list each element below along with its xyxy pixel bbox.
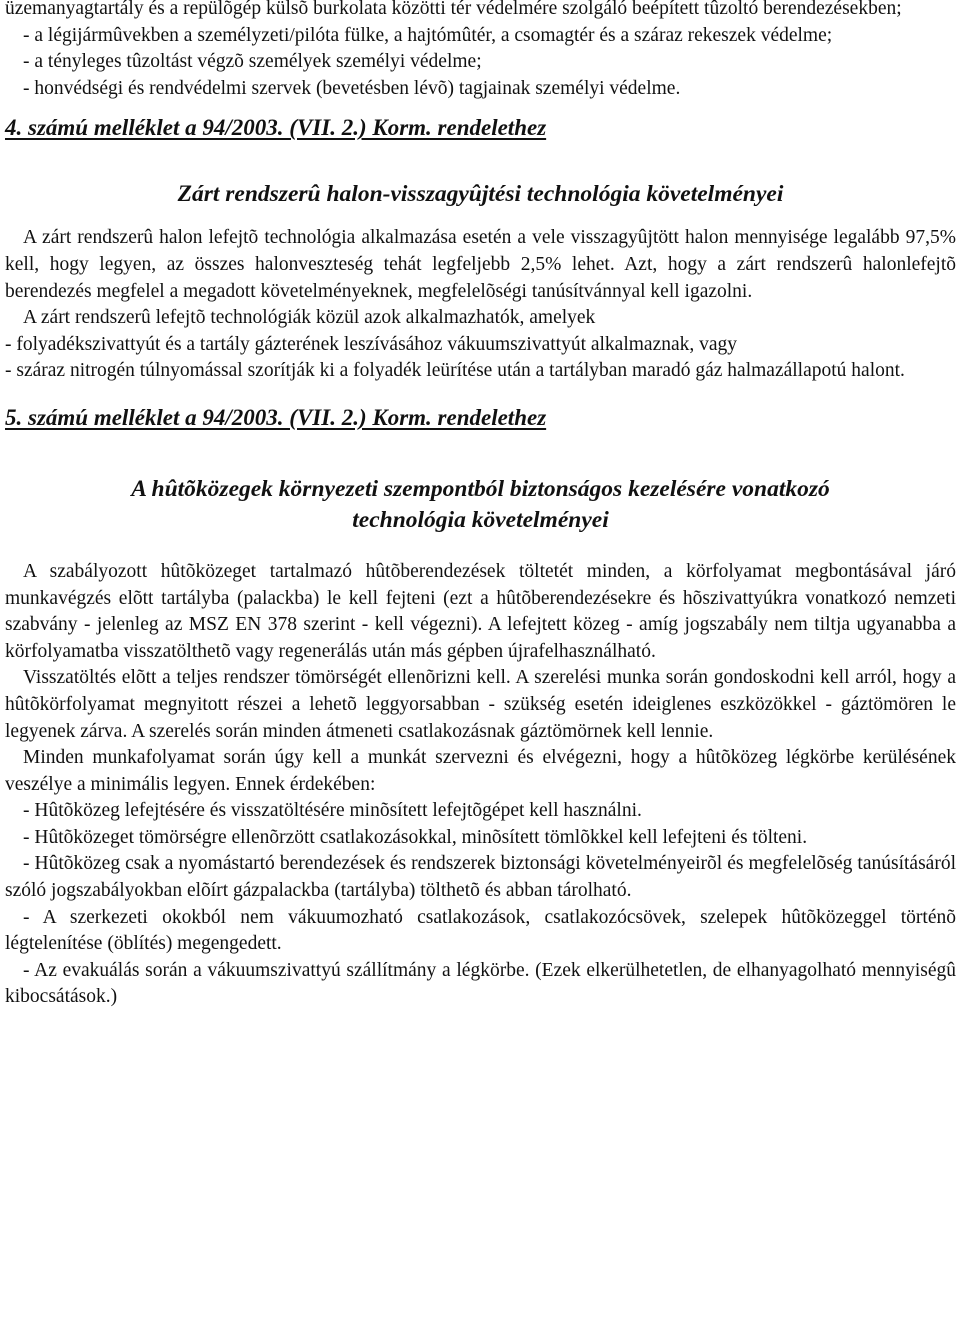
annex-4-list-item: - folyadékszivattyút és a tartály gázterének leszívásához vákuumszivattyút alkalmaznak, vagy [5,333,738,355]
annex-4-heading: 4. számú melléklet a 94/2003. (VII. 2.) Korm. rendelethez [5,115,547,141]
annex-5-paragraph: Visszatöltés elõtt a teljes rendszer tömörségét ellenõrizni kell. A szerelési munka során gondoskodni kell arról, hogy a hûtõkörfolyamat megnyitott részei a lehetõ leggyorsabban - szükség esetén ideiglenes eszközökkel - gáztömören le legyenek zárva. A szerelés során minden átmeneti csatlakozásnak gáztömörnek kell lennie. [5,667,956,742]
annex-5-title-line-2: technológia követelményei [352,506,609,533]
top-paragraph-continuation: üzemanyagtartály és a repülõgép külsõ burkolata közötti tér védelmére szolgáló beépített tûzoltó berendezésekben; [5,0,902,19]
top-list-item: - honvédségi és rendvédelmi szervek (bevetésben lévõ) tagjainak személyi védelme. [23,77,681,99]
top-section [5,0,956,102]
annex-5-paragraph: A szabályozott hûtõközeget tartalmazó hûtõberendezések töltetét minden, a körfolyamat megbontásával járó munkavégzés elõtt tartályba (palackba) le kell fejteni (ezt a hûtõberendezésekre és hõszivattyúkra vonatkozó nemzeti szabvány - jelenleg az MSZ EN 378 szerint - kell végezni). A lefejtett közeg - amíg jogszabály nem tiltja ugyanabba a körfolyamatba visszatölthetõ vagy regenerálás után más gépben újrafelhasználható. [5,560,956,662]
annex-4-title: Zárt rendszerû halon-visszagyûjtési technológia követelményei [177,181,784,208]
annex-4-body [5,225,956,385]
annex-4-paragraph: A zárt rendszerû lefejtõ technológiák közül azok alkalmazhatók, amelyek [23,307,596,329]
annex-5-title [5,474,956,536]
annex-5-title-line-1: A hûtõközegek környezeti szempontból biztonságos kezelésére vonatkozó [131,475,830,502]
annex-5-body [5,559,956,1011]
annex-5-list-item: - Hûtõközeget tömörségre ellenõrzött csatlakozásokkal, minõsített tömlõkkel kell lefejteni és tölteni. [23,826,808,848]
top-list-item: - a tényleges tûzoltást végzõ személyek személyi védelme; [23,51,482,73]
annex-5-heading: 5. számú melléklet a 94/2003. (VII. 2.) Korm. rendelethez [5,404,547,430]
annex-5-list-item: - Hûtõközeg lefejtésére és visszatöltésére minõsített lefejtõgépet kell használni. [23,800,642,822]
annex-5-list-item: - Hûtõközeg csak a nyomástartó berendezések és rendszerek biztonsági követelményeirõl és megfelelõség tanúsításáról szóló jogszabályokban elõírt gázpalackba (tartályba) tölthetõ és abban tárolható. [5,853,956,902]
annex-4-list-item: - száraz nitrogén túlnyomással szorítják ki a folyadék leürítése után a tartályban maradó gáz halmazállapotú halont. [5,360,905,382]
annex-5-paragraph: Minden munkafolyamat során úgy kell a munkát szervezni és elvégezni, hogy a hûtõközeg légkörbe kerülésének veszélye a minimális legyen. Ennek érdekében: [5,747,956,795]
annex-5-list-item: - Az evakuálás során a vákuumszivattyú szállítmány a légkörbe. (Ezek elkerülhetetlen, de elhanyagolható mennyiségû kibocsátások.) [5,959,956,1008]
top-list-item: - a légijármûvekben a személyzeti/pilóta fülke, a hajtómûtér, a csomagtér és a száraz rekeszek védelme; [23,24,833,46]
annex-4-paragraph: A zárt rendszerû halon lefejtõ technológia alkalmazása esetén a vele visszagyûjtött halon mennyisége legalább 97,5% kell, hogy legyen, az összes halonveszteség tehát legfeljebb 2,5% lehet. Azt, hogy a zárt rendszerû halonlefejtõ berendezés megfelel a megadott követelményeknek, megfelelõségi tanúsítvánnyal kell igazolni. [5,227,956,302]
annex-5-list-item: - A szerkezeti okokból nem vákuumozható csatlakozások, csatlakozócsövek, szelepek hûtõközeggel történõ légtelenítése (öblítés) megengedett. [5,906,956,955]
